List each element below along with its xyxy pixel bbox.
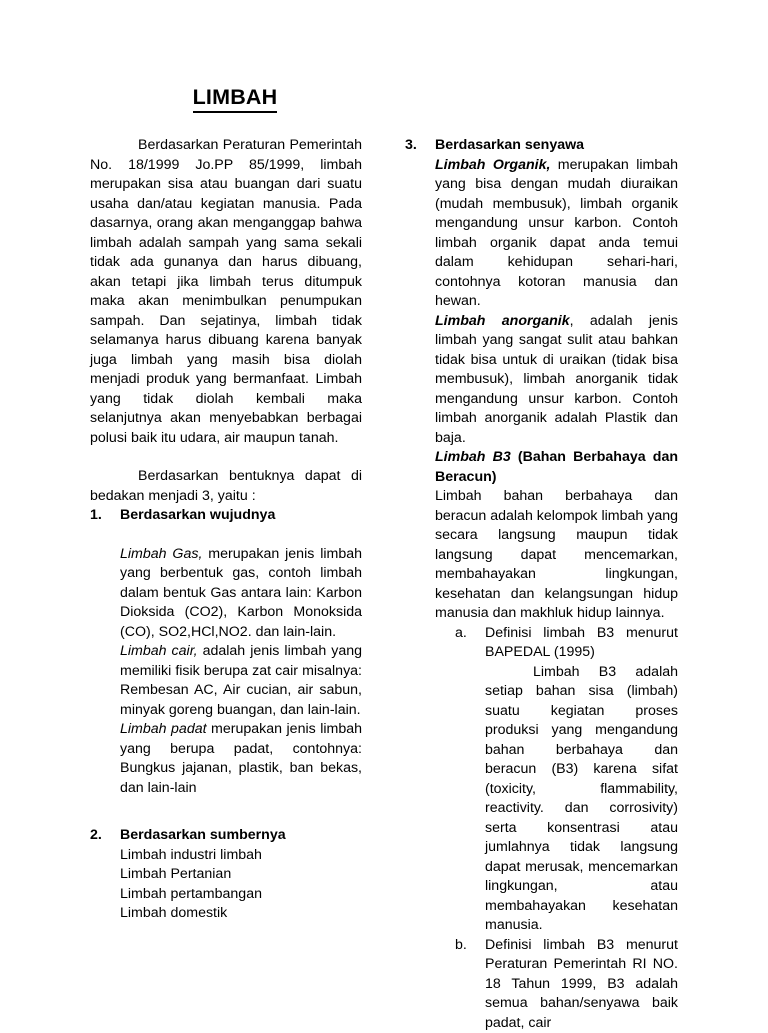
list-marker-3: 3. — [405, 136, 429, 156]
spacer-before-item-2b — [90, 817, 362, 826]
wujud-cair-paragraph — [120, 642, 362, 720]
term-limbah-cair-text: adalah jenis limbah yang memiliki fisik berupa zat cair misalnya: Rembesan AC, Air cucian, air sabun, minyak goreng buangan, dan lain-lain. — [120, 643, 362, 718]
senyawa-b3-heading — [435, 448, 678, 487]
wujud-gas-block — [90, 545, 362, 799]
list-heading-2: Berdasarkan sumbernya — [120, 827, 286, 843]
list-marker-2: 2. — [90, 826, 114, 846]
list-heading-1: Berdasarkan wujudnya — [120, 507, 275, 523]
sub-list-heading-a: Definisi limbah B3 menurut BAPEDAL (1995) — [485, 625, 678, 661]
sumber-item: Limbah industri limbah — [120, 846, 362, 866]
right-column — [405, 136, 678, 1033]
term-limbah-b3: Limbah B3 — [435, 449, 511, 465]
page-title-container — [90, 86, 380, 113]
sub-list-item-a — [435, 624, 678, 663]
paragraph-spacer — [90, 448, 362, 467]
senyawa-body — [405, 156, 678, 1033]
wujud-padat-paragraph — [120, 720, 362, 798]
sub-list-marker-a: a. — [455, 624, 479, 644]
term-limbah-padat-text: merupakan jenis limbah yang berupa padat, contohnya: Bungkus jajanan, plastik, ban bekas, dan lain-lain — [120, 721, 362, 796]
term-limbah-gas-text: merupakan jenis limbah yang berbentuk gas, contoh limbah dalam bentuk Gas antara lain: Karbon Dioksida (CO2), Karbon Monoksida (CO), SO2,HCl,NO2. dan lain-lain. — [120, 546, 362, 640]
term-limbah-organik-text: merupakan limbah yang bisa dengan mudah diuraikan (mudah membusuk), limbah organik mengandung unsur karbon. Contoh limbah organik dapat anda temui dalam kehidupan sehari-hari, contohnya kotoran manusia dan hewan. — [435, 157, 678, 310]
spacer-after-heading-1 — [90, 526, 362, 545]
sub-list-text-b: Definisi limbah B3 menurut Peraturan Pemerintah RI NO. 18 Tahun 1999, B3 adalah semua bahan/senyawa baik padat, cair — [485, 937, 678, 1031]
term-limbah-organik: Limbah Organik, — [435, 157, 550, 173]
term-limbah-padat: Limbah padat — [120, 721, 207, 737]
list-item-1 — [90, 506, 362, 526]
list-item-3 — [405, 136, 678, 156]
sumber-list — [90, 846, 362, 924]
lead-paragraph: Berdasarkan bentuknya dapat di bedakan menjadi 3, yaitu : — [90, 467, 362, 506]
sub-list-text-a: Limbah B3 adalah setiap bahan sisa (limbah) suatu kegiatan proses produksi yang mengandung bahan berbahaya dan beracun (B3) karena sifat (toxicity, flammability, reactivity. dan corrosivity) serta konsentrasi atau jumlahnya tidak langsung dapat merusak, mencemarkan lingkungan, atau membahayakan kesehatan manusia. — [435, 663, 678, 936]
page-title: LIMBAH — [193, 86, 278, 113]
senyawa-b3-paragraph: Limbah bahan berbahaya dan beracun adalah kelompok limbah yang secara langsung maupun tidak langsung dapat mencemarkan, membahayakan lingkungan, kesehatan dan kelangsungan hidup manusia dan makhluk hidup lainnya. — [435, 487, 678, 624]
list-item-2 — [90, 826, 362, 846]
wujud-gas-paragraph — [120, 545, 362, 643]
spacer-before-item-2 — [90, 798, 362, 817]
senyawa-anorganik-paragraph — [435, 312, 678, 449]
list-heading-3: Berdasarkan senyawa — [435, 137, 584, 153]
term-limbah-anorganik: Limbah anorganik — [435, 313, 570, 329]
senyawa-organik-paragraph — [435, 156, 678, 312]
sumber-item: Limbah pertambangan — [120, 885, 362, 905]
left-column — [90, 136, 362, 924]
term-limbah-gas: Limbah Gas, — [120, 546, 202, 562]
intro-paragraph: Berdasarkan Peraturan Pemerintah No. 18/1999 Jo.PP 85/1999, limbah merupakan sisa atau buangan dari suatu usaha dan/atau kegiatan manusia. Pada dasarnya, orang akan menganggap bahwa limbah adalah sampah yang sama sekali tidak ada gunanya dan harus dibuang, akan tetapi jika limbah terus ditumpuk maka akan menimbulkan penumpukan sampah. Dan sejatinya, limbah tidak selamanya harus dibuang karena banyak juga limbah yang masih bisa diolah menjadi produk yang bermanfaat. Limbah yang tidak diolah kembali maka selanjutnya akan menyebabkan berbagai polusi baik itu udara, air maupun tanah. — [90, 136, 362, 448]
sub-list-item-b — [435, 936, 678, 1033]
sub-list-marker-b: b. — [455, 936, 479, 956]
list-marker-1: 1. — [90, 506, 114, 526]
sumber-item: Limbah domestik — [120, 904, 362, 924]
term-limbah-b3-suffix: (Bahan Berbahaya dan Beracun) — [435, 449, 678, 485]
term-limbah-anorganik-text: , adalah jenis limbah yang sangat sulit atau bahkan tidak bisa untuk di uraikan (tidak bisa membusuk), limbah anorganik tidak mengandung unsur karbon. Contoh limbah anorganik adalah Plastik dan baja. — [435, 313, 678, 446]
term-limbah-cair: Limbah cair, — [120, 643, 198, 659]
sumber-item: Limbah Pertanian — [120, 865, 362, 885]
